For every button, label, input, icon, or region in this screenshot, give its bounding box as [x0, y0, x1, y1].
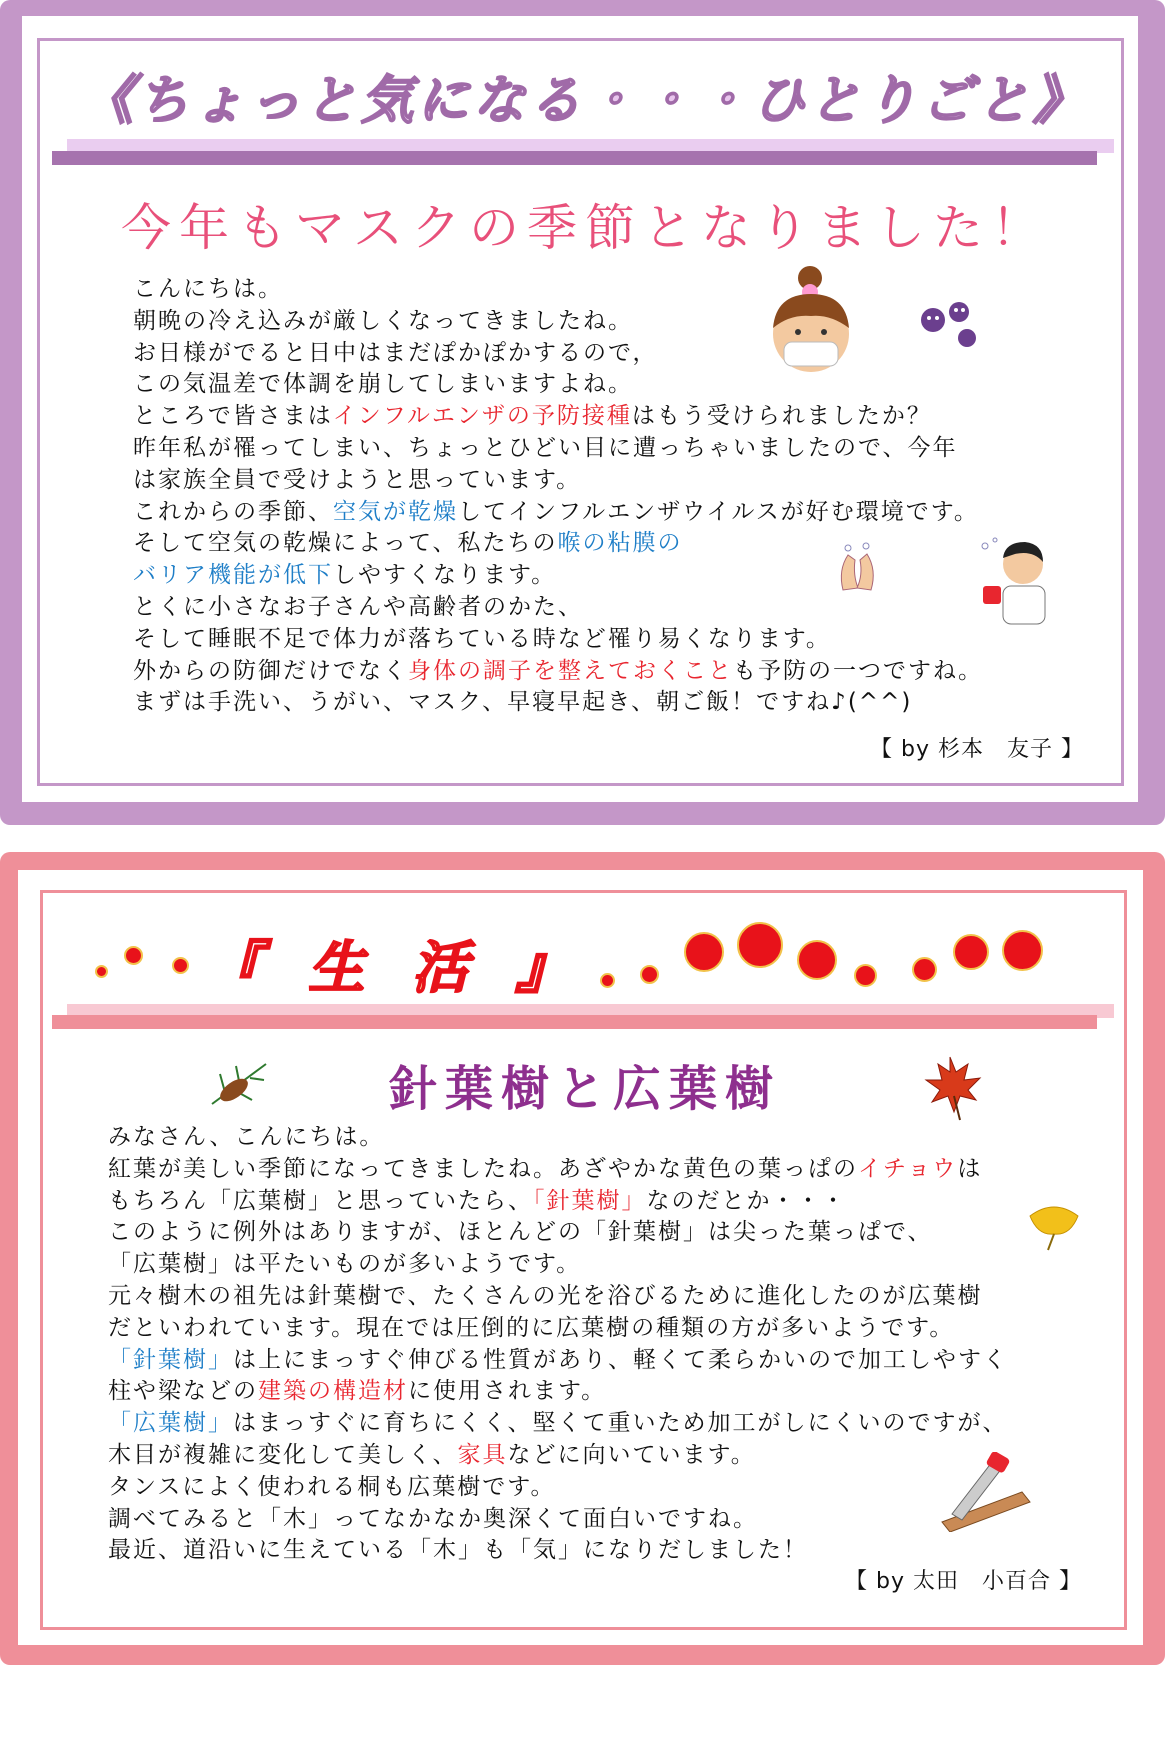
body-line	[108, 1376, 1008, 1408]
body-line	[108, 1504, 1008, 1536]
section-seikatsu	[0, 852, 1165, 1665]
decor-dot	[854, 964, 877, 987]
highlight-text: 身体の調子を整えておくこと	[408, 657, 733, 684]
body-text-segment: 朝晩の冷え込みが厳しくなってきましたね。	[133, 307, 633, 334]
section-hitorigoto	[0, 0, 1165, 825]
body-line	[108, 1472, 1008, 1504]
body-line	[133, 592, 983, 624]
highlight-text: イチョウ	[858, 1155, 958, 1182]
highlight-text: 「針葉樹」	[533, 1187, 647, 1214]
body-line	[133, 624, 983, 656]
pine-branch-icon	[206, 1060, 270, 1110]
decor-dot	[600, 973, 615, 988]
highlight-text: 「広葉樹」	[108, 1410, 233, 1437]
body-text-segment: 調べてみると「木」ってなかなか奥深くて面白いですね。	[108, 1505, 758, 1532]
body-text-segment: なのだとか・・・	[646, 1187, 847, 1214]
highlight-text: 空気が乾燥	[333, 498, 458, 525]
body-line	[133, 401, 983, 433]
body-line	[108, 1122, 1008, 1154]
body-text-segment: この気温差で体調を崩してしまいますよね。	[133, 371, 633, 398]
signature: 【 by 太田 小百合 】	[845, 1569, 1082, 1594]
ginkgo-leaf-icon	[1026, 1196, 1082, 1252]
maple-leaf-icon	[920, 1052, 988, 1122]
decor-dot	[737, 922, 783, 968]
body-line	[108, 1249, 1008, 1281]
body-line	[108, 1281, 1008, 1313]
body-line	[108, 1440, 1008, 1472]
section-header	[60, 58, 1110, 138]
body-text-segment: 木目が複雑に変化して美しく、	[108, 1441, 458, 1468]
body-text-segment: 外からの防御だけでなく	[133, 657, 408, 684]
body-line	[108, 1345, 1008, 1377]
decor-dot	[912, 957, 937, 982]
section-header	[205, 924, 586, 1004]
highlight-text: 建築の構造材	[258, 1378, 408, 1405]
girl-mask-icon	[768, 262, 858, 374]
decor-dot	[797, 940, 837, 980]
decor-dot	[95, 965, 108, 978]
body-text-segment: はまっすぐに育ちにくく、堅くて重いため加工がしにくいのですが、	[233, 1410, 1008, 1437]
body-text-segment: これからの季節、	[133, 498, 333, 525]
highlight-text: 家具	[457, 1441, 508, 1468]
decor-dot	[640, 965, 659, 984]
body-text-segment: に使用されます。	[408, 1378, 607, 1405]
header-text: 『 生 活 』	[205, 936, 586, 1001]
body-text-segment: まずは手洗い、うがい、マスク、早寝早起き、朝ご飯！ですね♪(^^)	[133, 689, 913, 716]
body-text-segment: も予防の一つですね。	[733, 657, 983, 684]
body-text-segment: もちろん「広葉樹」と思っていたら、	[108, 1187, 533, 1214]
body-text-segment: こんにちは。	[133, 276, 283, 302]
highlight-text: 「針葉樹」	[108, 1346, 233, 1373]
body-line	[108, 1408, 1008, 1440]
body-text-segment: ところで皆さまは	[133, 403, 333, 430]
decor-dot	[1002, 930, 1043, 971]
highlight-text: 喉の粘膜の	[557, 530, 683, 557]
decor-dot	[684, 932, 724, 972]
body-line	[133, 465, 983, 497]
body-text-segment: しやすくなります。	[333, 562, 557, 589]
body-text-segment: は	[957, 1155, 983, 1182]
body-line	[108, 1186, 1008, 1218]
highlight-text: バリア機能が低下	[133, 562, 333, 589]
body-text-segment: などに向いています。	[507, 1441, 756, 1468]
body-text-segment: 柱や梁などの	[108, 1378, 258, 1405]
body-line	[133, 687, 983, 719]
body-line	[133, 497, 983, 529]
body-text-segment: 昨年私が罹ってしまい、ちょっとひどい目に遭っちゃいましたので、今年	[133, 434, 958, 461]
body-text-segment: は家族全員で受けようと思っています。	[133, 466, 582, 493]
body-text-segment: してインフルエンザウイルスが好む環境です。	[458, 498, 979, 525]
body-line	[133, 433, 983, 465]
body-text-segment: このように例外はありますが、ほとんどの「針葉樹」は尖った葉っぱで、	[108, 1219, 933, 1246]
man-gargle-icon	[975, 536, 1055, 626]
body-line	[108, 1154, 1008, 1186]
header-text: 《ちょっと気になる・・・ひとりごと》	[80, 71, 1089, 131]
saw-wood-icon	[932, 1452, 1032, 1532]
body-text-segment: はもう受けられましたか？	[631, 403, 932, 430]
body-text-segment: 最近、道沿いに生えている「木」も「気」になりだしました！	[108, 1537, 808, 1564]
article-title: 針葉樹と広葉樹	[388, 1061, 781, 1117]
decor-dot	[124, 946, 143, 965]
body-text-segment: そして睡眠不足で体力が落ちている時など罹り易くなります。	[133, 625, 831, 652]
article-title: 今年もマスクの季節となりました！	[121, 199, 1049, 257]
body-text-segment: お日様がでると日中はまだぽかぽかするので，	[133, 339, 658, 366]
article-body	[108, 1122, 1008, 1567]
body-text-segment: そして空気の乾燥によって、私たちの	[133, 530, 558, 557]
virus-icon	[915, 292, 985, 352]
highlight-text: インフルエンザの予防接種	[332, 403, 632, 430]
header-rule-dark	[52, 1015, 1097, 1029]
body-text-segment: タンスによく使われる桐も広葉樹です。	[108, 1473, 556, 1500]
hand-wash-icon	[833, 540, 883, 595]
header-rule-dark	[52, 151, 1097, 165]
body-text-segment: は上にまっすぐ伸びる性質があり、軽くて柔らかいので加工しやすく	[233, 1346, 1008, 1373]
body-text-segment: 元々樹木の祖先は針葉樹で、たくさんの光を浴びるために進化したのが広葉樹	[108, 1282, 983, 1309]
body-text-segment: 「広葉樹」は平たいものが多いようです。	[108, 1251, 582, 1278]
body-line	[133, 369, 983, 401]
body-line	[108, 1313, 1008, 1345]
decor-dot	[953, 934, 989, 970]
decor-dot	[172, 957, 189, 974]
body-text-segment: 紅葉が美しい季節になってきましたね。あざやかな黄色の葉っぱの	[108, 1155, 858, 1182]
body-line	[108, 1535, 1008, 1567]
body-text-segment: とくに小さなお子さんや高齢者のかた、	[133, 593, 583, 620]
body-text-segment: だといわれています。現在では圧倒的に広葉樹の種類の方が多いようです。	[108, 1314, 955, 1341]
signature: 【 by 杉本 友子 】	[870, 737, 1084, 762]
body-text-segment: みなさん、こんにちは。	[108, 1124, 385, 1150]
body-line	[133, 656, 983, 688]
body-line	[108, 1217, 1008, 1249]
